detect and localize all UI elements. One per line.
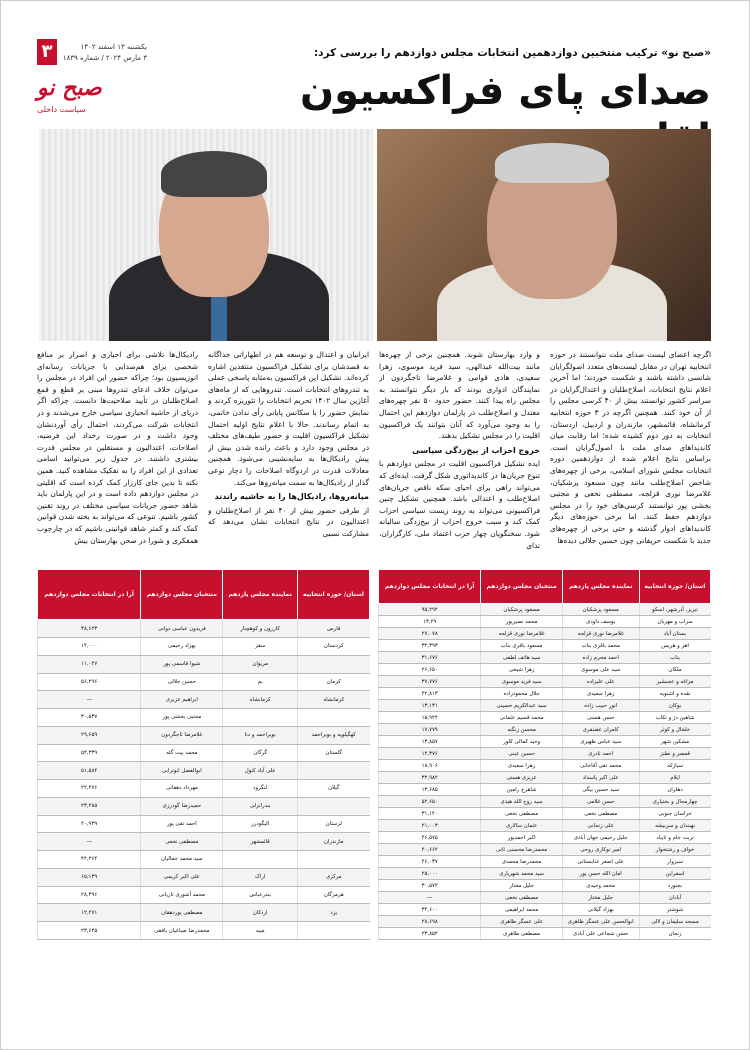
table-cell: قمصر و نطنز [639,748,710,760]
table-cell: ۲۹,۶۵۹ [38,726,141,744]
article-column-1 [550,349,711,563]
table-cell: ۲۵,۰۰۰ [379,868,481,880]
table-cell: محمد باقری بناب [562,640,639,652]
table-cell: اردکان [223,904,298,922]
table-cell: گرگان [223,744,298,762]
table-cell: سید محمد شهریاری [481,868,562,880]
table-cell [298,922,370,940]
table-row [379,880,711,892]
table-cell: محمد نصیرپور [481,616,562,628]
table-cell: مرکزی [298,868,370,886]
table-cell: قائمشهر [223,833,298,851]
table-cell: ۲۸,۳۹۶ [38,886,141,904]
table-cell: سید فرید موسوی [481,676,562,688]
table-cell: — [38,833,141,851]
table-row [38,886,370,904]
table-cell: محمدرضا محمدی [481,856,562,868]
table-row [38,762,370,780]
table-cell: ۳۸,۶۲۳ [38,620,141,638]
table-cell: چهارمحال و بختیاری [639,796,710,808]
table-cell: نقده و اشنویه [639,688,710,700]
table-cell: ۱۳,۶۸۵ [379,784,481,796]
table-cell: غلامرضا نوری قزلجه [562,628,639,640]
table-cell: — [38,691,141,709]
table-row [38,833,370,851]
table-cell: ۲۳,۶۴۵ [38,922,141,940]
table-cell: محسن زنگنه [481,724,562,736]
subheading: میانه‌روها، رادیکال‌ها را به حاشیه راندند [214,492,369,502]
table-cell: ۲۱,۰۰۳ [379,820,481,832]
table-cell [298,851,370,869]
table-cell: سید حسین بیگی [562,784,639,796]
table-cell [298,797,370,815]
table-cell: ۴۰,۶۶۲ [379,844,481,856]
table-cell: لنگرود [223,780,298,798]
table-row [379,736,711,748]
table-cell: بم [223,673,298,691]
table-cell: سید روح الله هیدی [481,796,562,808]
table-row [379,904,711,916]
issue-date: یکشنبه ۱۳ اسفند ۱۴۰۲ [80,43,147,51]
table-cell: ملکان [639,664,710,676]
table-cell: احمد محرم زاده [562,652,639,664]
table-cell: یوسف داودی [562,616,639,628]
column-header: نماینده مجلس یازدهم [223,570,298,620]
table-row [38,744,370,762]
table-cell: بهزاد گیلانی [562,904,639,916]
article-body [37,349,711,563]
table-cell: ایلام [639,772,710,784]
table-cell: انور حبیب زاده [562,700,639,712]
table-cell [223,709,298,727]
table-cell: بجنورد [639,880,710,892]
table-row [38,709,370,727]
table-cell: وحید کمالی کلور [481,736,562,748]
table-cell: محمد وحیدی [562,880,639,892]
table-cell: مصطفی نخعی [481,892,562,904]
table-cell: علی علیزاده [562,676,639,688]
table-cell: کرمانشاه [223,691,298,709]
portrait-photo-right [377,129,711,341]
table-cell: ۳۴,۶۰۰ [379,904,481,916]
table-cell: دهلران [639,784,710,796]
table-cell: مازندران [298,833,370,851]
table-cell: کرمانشاه [298,691,370,709]
table-cell: عزیزی هستی [481,772,562,784]
table-cell: سراب و مهربان [639,616,710,628]
table-cell: حسین عینی [481,748,562,760]
surtitle: «صبح نو» ترکیب منتخبین دوازدهمین انتخابات مجلس دوازدهم را بررسی کرد: [313,47,711,59]
table-cell: بوکان [639,700,710,712]
table-row [38,655,370,673]
table-cell: امیر نوکاری روحی [562,844,639,856]
table-row [38,922,370,940]
results-tables [37,569,711,940]
table-cell: نهبندان و سربیشه [639,820,710,832]
table-cell [223,851,298,869]
table-cell: علی آباد کتول [223,762,298,780]
table-cell: بویراحمد و دنا [223,726,298,744]
table-cell: اراک [223,868,298,886]
table-cell: زهرا سعیدی [562,688,639,700]
table-cell: احمد تقی پور [141,815,223,833]
table-cell: هرمزگان [298,886,370,904]
table-row [379,628,711,640]
table-cell: حسین جلالی [141,673,223,691]
table-cell: شوشتر [639,904,710,916]
table-cell: ۲۰,۹۳۹ [38,815,141,833]
table-cell: گلستان [298,744,370,762]
table-cell: ۲۲,۴۷۶ [38,780,141,798]
column-header: استان/ حوزه انتخابیه [298,570,370,620]
table-row [38,691,370,709]
table-cell: ۶۵,۱۳۹ [38,868,141,886]
table-cell: تربت جام و تایباد [639,832,710,844]
table-cell: سیازکه [639,760,710,772]
table-cell [298,762,370,780]
masthead [37,39,145,113]
table-cell: ۱۱,۰۴۷ [38,655,141,673]
table-cell: زنجان [639,928,710,940]
table-row [379,760,711,772]
table-cell: امان الله حسن پور [562,868,639,880]
table-cell: الیگودرز [223,815,298,833]
table-cell: مجتبی بخشی پور [141,709,223,727]
table-row [379,724,711,736]
table-cell: ۴۶,۰۳۷ [379,856,481,868]
table-cell: سید محمد جمالیان [141,851,223,869]
table-cell: تبریز، آذرشهر، اسکو [639,604,710,616]
table-row [38,868,370,886]
table-row [38,780,370,798]
table-row [379,868,711,880]
table-cell: ۵۴,۳۳۹ [38,744,141,762]
table-cell: مراغه و عجبشیر [639,676,710,688]
table-cell: ۳۷,۷۷۶ [379,676,481,688]
table-cell: مصطفی نخعی [562,808,639,820]
table-row [379,700,711,712]
table-row [379,916,711,928]
table-cell: ابوالفضل ابوترابی [141,762,223,780]
table-cell: محمد ابراهیمی [481,904,562,916]
paragraph: و وارد بهارستان شوند. همچنین برخی از چهره‌ها مانند بیت‌الله عبدالهی، سید فرید موسوی، زهرا سعیدی، هادی قوامی و غلامرضا تاجگردون از نمایندگان ادواری بودند که بار دیگر نتوانستند به مجلس راه پیدا کنند. حضور حدود ۵۰ نفر چهره‌های معتدل و اصلاح‌طلب در پارلمان دوازدهم این احتمال را به وجود می‌آورد که آنان بتوانند یک فراکسیون اقلیت را در مجلس تشکیل بدهند. [379,350,540,441]
table-cell: مصطفی نخعی [141,833,223,851]
table-cell: سید عباس ظهیری [562,736,639,748]
table-row [379,820,711,832]
table-cell: بستان آباد [639,628,710,640]
table-cell: ۱۳,۲۹ [379,616,481,628]
paragraph: رادیکال‌ها تلاشی برای اجباری و اصرار بر منافع شخصی برای هم‌صدایی با جریانات رسانه‌ای انوزیسیون بود؛ چراکه حضور این افراد در مجلس را می‌توان خلاف ادعای تندروها مبنی بر قطع و قمع اصلاح‌طلبان در تأیید صلاحیت‌ها دانست. چراکه اگر دریای از حاشیه انحیازی سیاسی خارج می‌شدند و در انتخابات شرکت می‌کردند، احتمال رأی آوردنشان وجود داشت و در صورت رخداد این فرضیه، اصلاحات، اعتدالیون و مستقلین در مجلس قدرت بیشتری داشتند. در جدول زیر می‌توانید اسامی تعدادی از این افراد را به تفکیک مشاهده کنید. همین نکته تا بدین جای کارزار کمک کرده است که اقلیتی در مجلس دوازدهم داده است و در این پارلمان باید شاهد حضور جریانات سیاسی مختلف در روند تقنین کشور باشیم. تنوعی که می‌تواند به بخته شدن قوانین کمک کند و کمتر شاهد قوانینی باشیم که در چارچوب همفکری و شورا در صحن بهارستان بیش [37,350,198,545]
table-row [379,604,711,616]
issue-number: ۳ مارس ۲۰۲۴ / شماره ۱۸۳۹ [62,54,147,62]
paragraph: اگرچه اعضای لیست صدای ملت نتوانستند در حوزه انتخابیه تهران در مقابل لیست‌های متعدد اصولگرایان شانسی داشته باشند و شکست خوردند؛ اما آخرین اعلام نتایج انتخابات، اصلاح‌طلبان و اعتدال‌گرایان در سراسر کشور توانستند بیش از ۴۰ کرسی مجلس را از آن خود کنند. همچنین اگرچه در ۳ حوزه انتخابیه کرمانشاه، قائمشهر، مازندران و اردبیل، اردستان، انتخابات به دور دوم کشیده شده؛ اما رقابت میان کاندیداهای صدای ملت با اصول‌گرایان است. براساس نتایج اعلام شده از دوازدهمین دوره انتخابات مجلس شورای اسلامی، برخی از چهره‌های شاخص اصلاح‌طلب مانند چون مسعود پزشکیان، غلامرضا نوری قزلجه، مصطفی نخعی و مجتبی بخشی پور توانستند کرسی‌های خود را در مجلس دوازدهم حفظ کنند. اما برخی حوزه‌های دیگر کاندیداهای ادوار گذشته و حتی برخی از چهره‌های جدید با شکست حریفانی چون حسین جلالی دیده‌ها [550,350,711,545]
table-cell: ۵۶,۲۹۶ [38,673,141,691]
table-cell: ۳۲,۹۸۲ [379,772,481,784]
table-cell: سید عبدالکریم حسینی [481,700,562,712]
table-row [38,904,370,922]
table-cell: یزد [298,904,370,922]
table-cell: اهر و هریس [639,640,710,652]
table-cell: احمد نادری [562,748,639,760]
table-cell: ۱۴,۰۰۰ [38,638,141,656]
table-cell: علی عسگر ظاهری [481,916,562,928]
table-cell: خواف و رشتخوار [639,844,710,856]
table-cell: ۲۳,۸۵۴ [379,928,481,940]
table-cell: علی زنجانی [562,820,639,832]
table-cell: کامران غضنفری [562,724,639,736]
table-cell: ۱۳,۱۳۱ [379,700,481,712]
table-row [379,712,711,724]
table-cell: خلخال و کوثر [639,724,710,736]
table-cell [298,655,370,673]
table-cell: زهرا شیخی [481,664,562,676]
article-column-2 [379,349,540,563]
table-cell: مهرداد دهقانی [141,780,223,798]
table-row [379,844,711,856]
table-cell: مشکین شهر [639,736,710,748]
article-column-4 [37,349,198,563]
table-cell: ۴۶,۵۷۵ [379,832,481,844]
table-cell: اسفراین [639,868,710,880]
table-cell: ۵۲,۶۵۰ [379,796,481,808]
results-table-right [378,569,711,940]
table-cell: علی اکبر کریمی [141,868,223,886]
table-row [379,676,711,688]
headline: صدای پای فراکسیون [300,68,711,114]
table-cell: محمدرضا محسنی ثانی [481,844,562,856]
table-cell: غلامرضا نوری قزلجه [481,628,562,640]
table-cell: شاهرخ رامین [481,784,562,796]
column-header: استان/ حوزه انتخابیه [639,570,710,604]
table-cell: جلیل مختار [562,892,639,904]
table-cell: حمیدرضا گودرزی [141,797,223,815]
table-cell: محمد تقی آقاخانی [562,760,639,772]
table-row [379,808,711,820]
table-cell: بندرانزلی [223,797,298,815]
table-cell: کازرون و کوهچنار [223,620,298,638]
table-cell: سید هاتف لطفی [481,652,562,664]
table-cell: ۳۱,۱۴۰ [379,808,481,820]
table-cell: ۱۷,۷۷۹ [379,724,481,736]
table-cell: ۵۱,۵۸۴ [38,762,141,780]
table-cell: سبزوار [639,856,710,868]
table-cell: گیلان [298,780,370,798]
table-row [379,784,711,796]
table-row [38,620,370,638]
table-row [38,815,370,833]
table-cell: محمد آشوری تازیانی [141,886,223,904]
table-cell: مصطفی پوردهقان [141,904,223,922]
table-cell: ۳۰,۵۷۲ [379,880,481,892]
table-cell: مسعود باقری بناب [481,640,562,652]
table-cell: کهگیلویه و بویراحمد [298,726,370,744]
table-cell: فریدون عباسی دوانی [141,620,223,638]
section-name: سیاست داخلی [37,105,86,114]
table-row [379,664,711,676]
table-cell: ۲۶,۶۵۰ [379,664,481,676]
table-cell: ۳۲,۳۹۳ [379,640,481,652]
table-cell: فارس [298,620,370,638]
table-cell: ۱۸,۹۰۶ [379,760,481,772]
table-row [379,640,711,652]
table-header-row [379,570,711,604]
table-row [38,797,370,815]
column-header: آرا در انتخابات مجلس دوازدهم [379,570,481,604]
table-cell: شاهین دژ و تکاب [639,712,710,724]
table-row [379,928,711,940]
table-cell: علی اصغر عنابستانی [562,856,639,868]
table-cell: ۱۲,۲۷۱ [38,904,141,922]
paragraph: ایرانیان و اعتدال و توسعه هم در اظهاراتی جداگانه به قصدشان برای تشکیل فراکسیون منتقدین اشاره کرده‌اند. تشکیل این فراکسیون به‌مثابه پاسخی عملی به تندروهای انتخابات است. تندروهایی که از ماه‌های آغازین سال ۱۴۰۲ تحریم انتخابات را تئوریزه کردند و نمایش حضور را با سکانس پایانی رأی ندادن خاتمی، به اتمام رساندند. حالا با اعلام نتایج اولیه احتمال تشکیل فراکسیون اقلیت و حضور طیف‌های مختلف در مجلس وجود دارد و باعث رانده شدن بیش از پیش رادیکال‌ها به سایه‌نشینی می‌شود. همچنین معادلات قدرت در اردوگاه اصلاحات را دچار نوعی گذار از رادیکال‌ها به سمت میانه‌روها می‌کند. [208,350,369,487]
column-header: منتخبان مجلس دوازدهم [481,570,562,604]
table-cell: محمد قسیم عثمانی [481,712,562,724]
table-row [379,616,711,628]
table-cell: ۴۴,۴۶۴ [38,851,141,869]
table-cell: علی اکبر پاسداد [562,772,639,784]
paragraph: از طرفی حضور بیش از ۴۰ نفر از اصلاح‌طلبان و اعتدالیون در نتایج انتخابات نشان می‌دهد که مشارکت نسبی [208,505,369,538]
table-cell: ابراهیم عزیزی [141,691,223,709]
table-cell: آبادان [639,892,710,904]
table-row [379,772,711,784]
table-cell: ۹۵,۲۹۴ [379,604,481,616]
paragraph: ایده تشکیل فراکسیون اقلیت در مجلس دوازدهم با تنوع جریان‌ها در کاندیداتوری شکل گرفت. ایده‌ای که می‌تواند راهی برای احیای سکه ناقص جریان‌های اصلاح‌طلب و اعتدالی باشد. همچنین تشکیل چنین فراکسیونی می‌تواند به روند زیست سیاسی احزاب کمک کند و سبب خروج احزاب از بیخ‌زدگی سالیانه شود. سخنگویان چهار حزب اعتماد ملی، کارگزاران، ندای [379,459,540,550]
table-cell: ابوالحسن علی عسگر ظاهری [562,916,639,928]
table-cell: حسن غلامی [562,796,639,808]
column-header: آرا در انتخابات مجلس دوازدهم [38,570,141,620]
table-row [379,652,711,664]
table-row [38,851,370,869]
table-cell: خراسان جنوبی [639,808,710,820]
table-row [379,796,711,808]
table-row [379,748,711,760]
table-cell: جلیل رحیمی جهان آبادی [562,832,639,844]
table-cell: غلامرضا تاجگردون [141,726,223,744]
portrait-photo-left [39,129,373,341]
table-cell: ۲۳,۲۸۵ [38,797,141,815]
table-row [379,832,711,844]
table-cell: عثمان سالاری [481,820,562,832]
table-cell: کردستان [298,638,370,656]
column-header: منتخبان مجلس دوازدهم [141,570,223,620]
table-cell: محمد بیت گله [141,744,223,762]
table-cell: اکبر احمدپور [481,832,562,844]
page-number-badge: ۳ [37,39,57,65]
table-row [38,638,370,656]
table-cell: حسن هستی [562,712,639,724]
table-cell: مصطفی نخعی [481,808,562,820]
table-row [379,892,711,904]
table-cell: بهزاد رحیمی [141,638,223,656]
table-cell: زهرا سعیدی [481,760,562,772]
table-cell: بندرعباس [223,886,298,904]
table-cell: ۱۳,۸۵۷ [379,736,481,748]
table-cell: مسعود پزشکیان [562,604,639,616]
table-row [379,856,711,868]
table-cell: میبد [223,922,298,940]
table-cell: سید علی موسوی [562,664,639,676]
table-cell: حسن شجاعی علی آبادی [562,928,639,940]
photo-hair-shape [161,151,267,197]
issue-info [61,42,147,64]
table-cell: لرستان [298,815,370,833]
table-cell: ۱۴,۳۷۶ [379,748,481,760]
table-cell: — [379,892,481,904]
photo-hair-shape [495,143,609,183]
table-cell: جلال محمودزاده [481,688,562,700]
table-row [379,688,711,700]
table-cell: شیوا قاسمی پور [141,655,223,673]
table-cell [298,709,370,727]
table-cell: ۱۵,۹۴۴ [379,712,481,724]
table-header-row [38,570,370,620]
table-cell: کرمان [298,673,370,691]
table-cell: ۲۸,۶۹۸ [379,916,481,928]
column-header: نماینده مجلس یازدهم [562,570,639,604]
article-column-3 [208,349,369,563]
table-cell: ۳۱,۶۷۶ [379,652,481,664]
table-cell: ۴۲,۸۱۳ [379,688,481,700]
subheading: خروج احزاب از بیخ‌زدگی سیاسی [412,445,540,455]
table-row [38,726,370,744]
table-cell: مسعود پزشکیان [481,604,562,616]
newspaper-logo: صبح نو [37,75,102,101]
table-cell: مسجد سلیمان و لالی [639,916,710,928]
table-cell: ۲۷,۰۷۸ [379,628,481,640]
table-cell: سقز [223,638,298,656]
table-row [38,673,370,691]
results-table-left [37,569,370,940]
table-cell: بناب [639,652,710,664]
table-cell: جلیل مختار [481,880,562,892]
table-cell: مریوان [223,655,298,673]
table-cell: ۳۰,۵۳۷ [38,709,141,727]
table-cell: مصطفی طاهری [481,928,562,940]
table-cell: محمدرضا صباغیان بافقی [141,922,223,940]
